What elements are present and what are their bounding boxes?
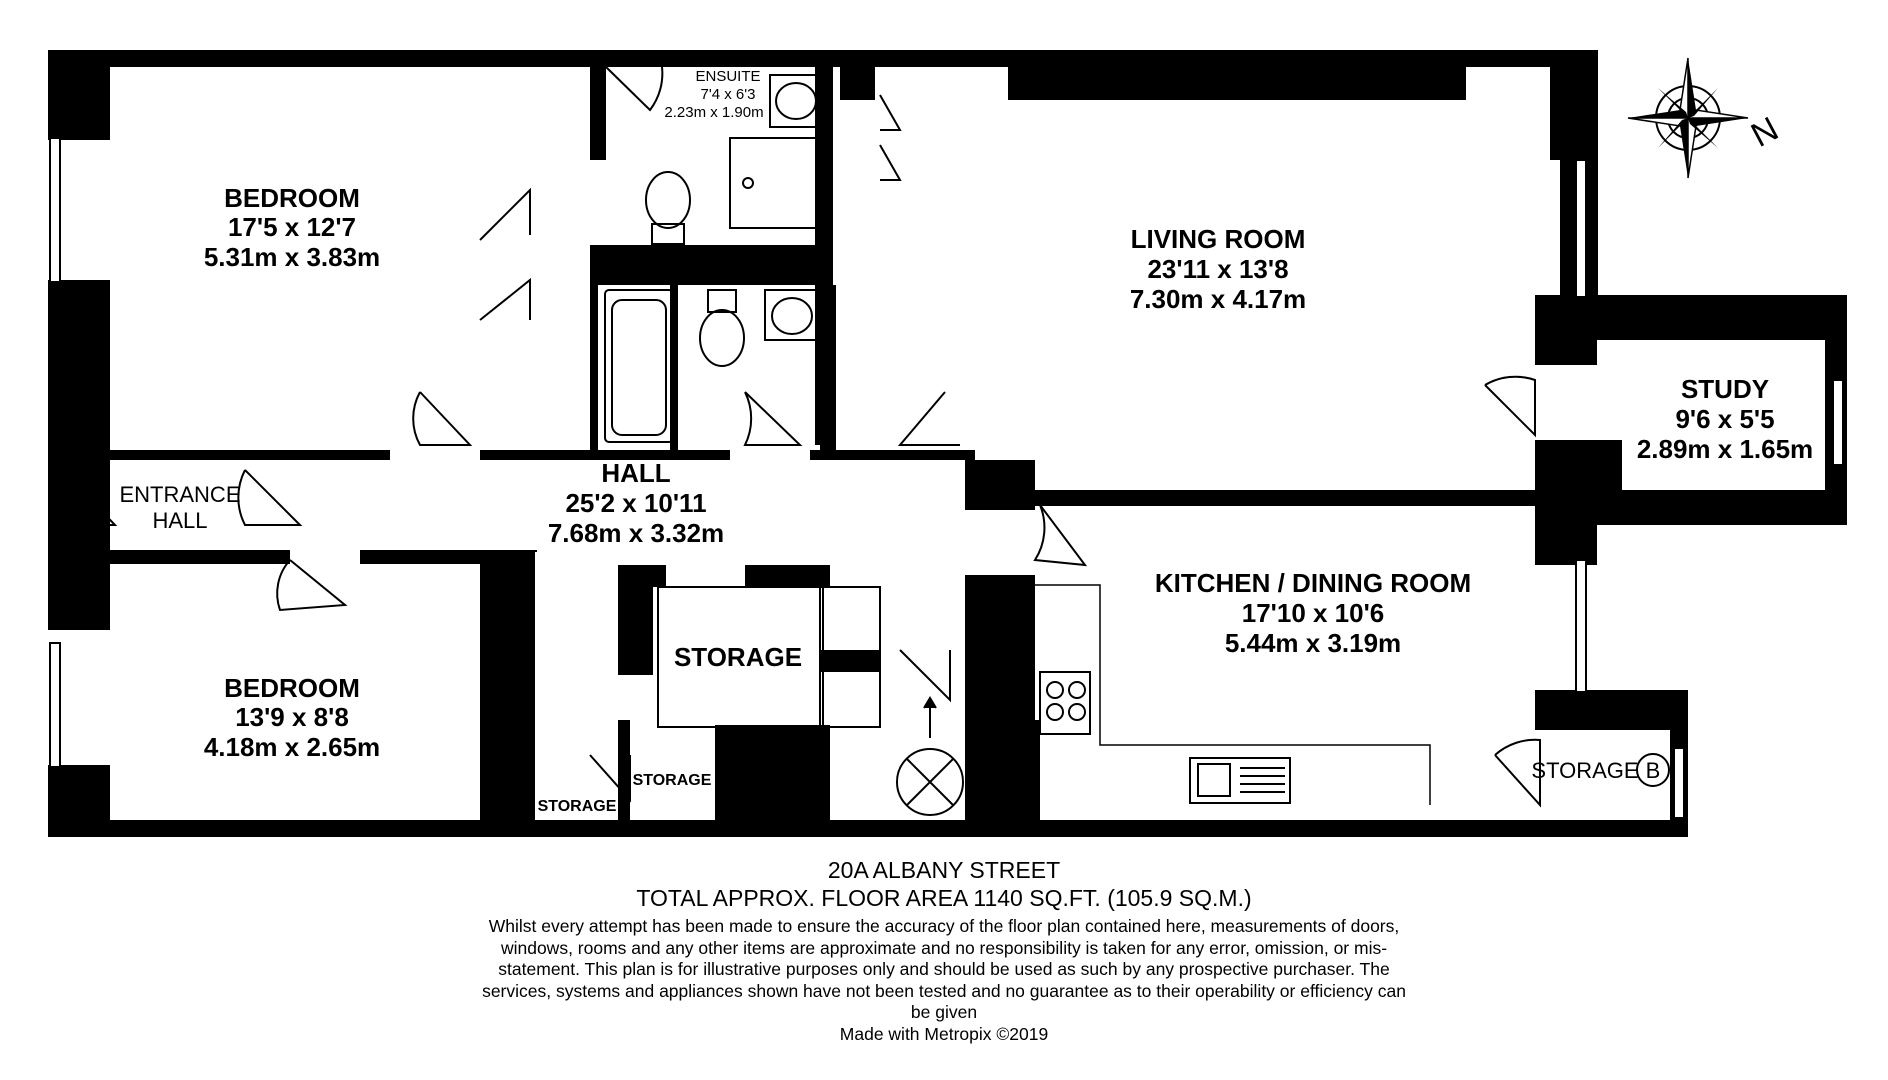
study-name: STUDY [1680,374,1770,404]
made-with-credit: Made with Metropix ©2019 [839,1023,1049,1044]
ensuite-metric: 2.23m x 1.90m [664,104,764,121]
storage-small2-name: STORAGE [632,772,712,789]
hall-imperial: 25'2 x 10'11 [565,488,707,518]
kitchen-name: KITCHEN / DINING ROOM [1154,568,1472,598]
hall-metric: 7.68m x 3.32m [547,518,725,548]
bedroom1-name: BEDROOM [224,183,360,213]
study-imperial: 9'6 x 5'5 [1675,404,1775,434]
entrance-hall-label-2: HALL [152,508,208,533]
kitchen-imperial: 17'10 x 10'6 [1241,598,1385,628]
bedroom2-imperial: 13'9 x 8'8 [235,702,349,732]
ensuite-name: ENSUITE [695,68,761,85]
study-metric: 2.89m x 1.65m [1636,434,1814,464]
north-label: N [1745,109,1785,155]
ensuite-imperial: 7'4 x 6'3 [700,86,756,103]
bedroom2-name: BEDROOM [224,673,360,703]
bath-icon [605,290,673,442]
footer [0,856,1888,1045]
bedroom1-metric: 5.31m x 3.83m [203,242,381,272]
kitchen-metric: 5.44m x 3.19m [1224,628,1402,658]
bedroom2-metric: 4.18m x 2.65m [203,732,381,762]
property-address: 20A ALBANY STREET [827,857,1061,883]
living-room-imperial: 23'11 x 13'8 [1147,254,1289,284]
living-room-name: LIVING ROOM [1130,224,1306,254]
toilet-icon [646,172,690,228]
storage-main-name: STORAGE [673,642,803,672]
hob-icon [1040,672,1090,734]
bedroom1-imperial: 17'5 x 12'7 [227,212,357,242]
boiler-mark: B [1645,758,1661,783]
hall-name: HALL [601,458,671,488]
entrance-hall-label-1: ENTRANCE [119,482,241,507]
compass-rose-icon [1628,58,1748,178]
floor-area: TOTAL APPROX. FLOOR AREA 1140 SQ.FT. (105.9 SQ.M.) [636,885,1252,911]
storage-kitchen-name: STORAGE [1531,758,1639,783]
toilet-icon [708,290,736,312]
storage-small1-name: STORAGE [537,798,617,815]
disclaimer: Whilst every attempt has been made to ensure the accuracy of the floor plan contained here, measurements of doors, windows, rooms and any other items are approximate and no responsibility is taken for any error, omission, or mis-statement. This plan is for illustrative purposes only and should be used as such by any prospective purchaser. The services, systems and appliances shown have not been tested and no guarantee as to their operability or efficiency can be given [482,916,1406,1022]
living-room-metric: 7.30m x 4.17m [1129,284,1307,314]
